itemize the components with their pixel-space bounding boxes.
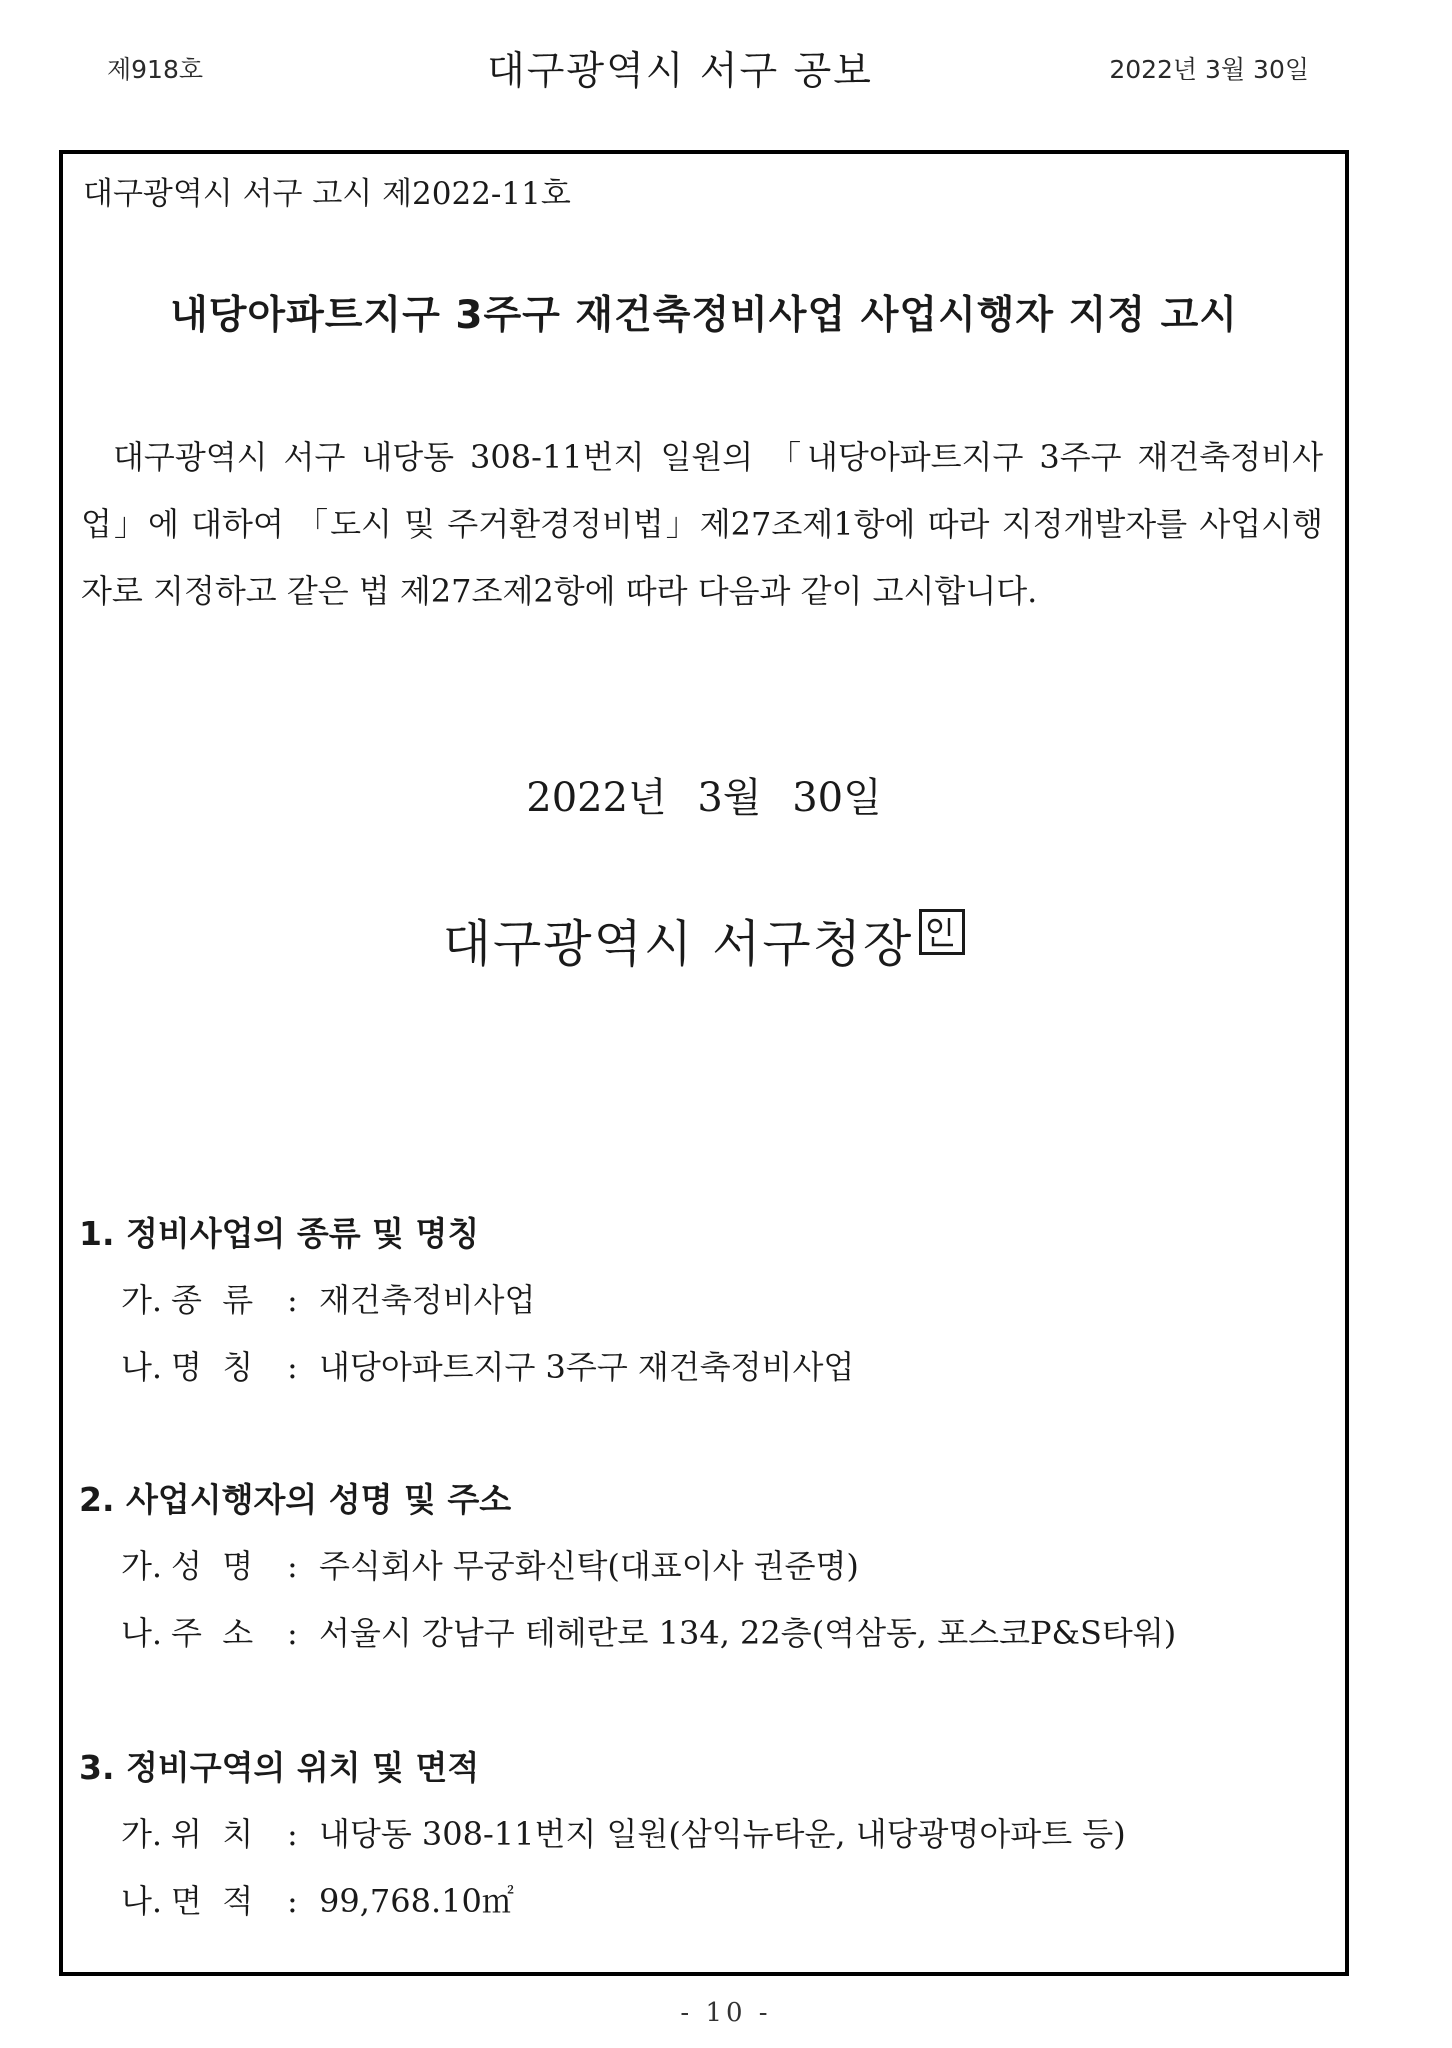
gazette-header <box>0 44 1452 94</box>
list-item <box>79 1334 1329 1401</box>
item-marker: 나. <box>121 1614 163 1652</box>
item-label: 면 적 <box>171 1882 254 1920</box>
item-marker: 나. <box>121 1882 163 1920</box>
section-location-and-area <box>79 1734 1329 1935</box>
item-marker: 나. <box>121 1348 163 1386</box>
item-colon: : <box>287 1348 298 1386</box>
item-value: 내당동 308-11번지 일원(삼익뉴타운, 내당광명아파트 등) <box>319 1815 1126 1853</box>
item-label: 명 칭 <box>171 1348 254 1386</box>
item-colon: : <box>287 1281 298 1319</box>
seal-stamp-icon <box>919 909 965 955</box>
item-colon: : <box>287 1815 298 1853</box>
item-label: 주 소 <box>171 1614 254 1652</box>
page-number: - 10 - <box>680 1998 772 2028</box>
item-value: 내당아파트지구 3주구 재건축정비사업 <box>319 1348 855 1386</box>
item-colon: : <box>287 1614 298 1652</box>
list-item <box>79 1600 1329 1667</box>
item-marker: 가. <box>121 1281 163 1319</box>
item-label: 성 명 <box>171 1547 254 1585</box>
item-value: 주식회사 무궁화신탁(대표이사 권준명) <box>319 1547 859 1585</box>
item-value: 서울시 강남구 테헤란로 134, 22층(역삼동, 포스코P&S타워) <box>319 1614 1177 1652</box>
item-marker: 가. <box>121 1547 163 1585</box>
issue-number: 제918호 <box>107 55 204 84</box>
section-title: 2. 사업시행자의 성명 및 주소 <box>79 1480 512 1519</box>
item-value: 재건축정비사업 <box>319 1281 536 1319</box>
item-label: 위 치 <box>171 1815 254 1853</box>
item-label: 종 류 <box>171 1281 254 1319</box>
section-title: 1. 정비사업의 종류 및 명칭 <box>79 1214 480 1253</box>
list-item <box>79 1868 1329 1935</box>
notice-heading: 내당아파트지구 3주구 재건축정비사업 사업시행자 지정 고시 <box>170 293 1238 338</box>
item-colon: : <box>287 1882 298 1920</box>
section-type-and-name <box>79 1200 1329 1401</box>
notice-number: 대구광역시 서구 고시 제2022-11호 <box>83 176 571 212</box>
gazette-title: 대구광역시 서구 공보 <box>487 49 873 94</box>
list-item <box>79 1801 1329 1868</box>
notice-box <box>59 150 1349 1976</box>
item-value: 99,768.10㎡ <box>319 1882 514 1920</box>
item-colon: : <box>287 1547 298 1585</box>
issue-date: 2022년 3월 30일 <box>1109 55 1309 84</box>
issuer-name: 대구광역시 서구청장 <box>442 915 914 973</box>
list-item <box>79 1533 1329 1600</box>
list-item <box>79 1267 1329 1334</box>
section-operator <box>79 1466 1329 1667</box>
section-title: 3. 정비구역의 위치 및 면적 <box>79 1748 480 1787</box>
issuer <box>63 904 1345 976</box>
notice-date: 2022년 3월 30일 <box>526 775 882 821</box>
notice-body: 대구광역시 서구 내당동 308-11번지 일원의 「내당아파트지구 3주구 재건축정비사업」에 대하여 「도시 및 주거환경정비법」제27조제1항에 따라 지정개발자를 사업시행자로 지정하고 같은 법 제27조제2항에 따라 다음과 같이 고시합니다. <box>81 438 1323 610</box>
item-marker: 가. <box>121 1815 163 1853</box>
